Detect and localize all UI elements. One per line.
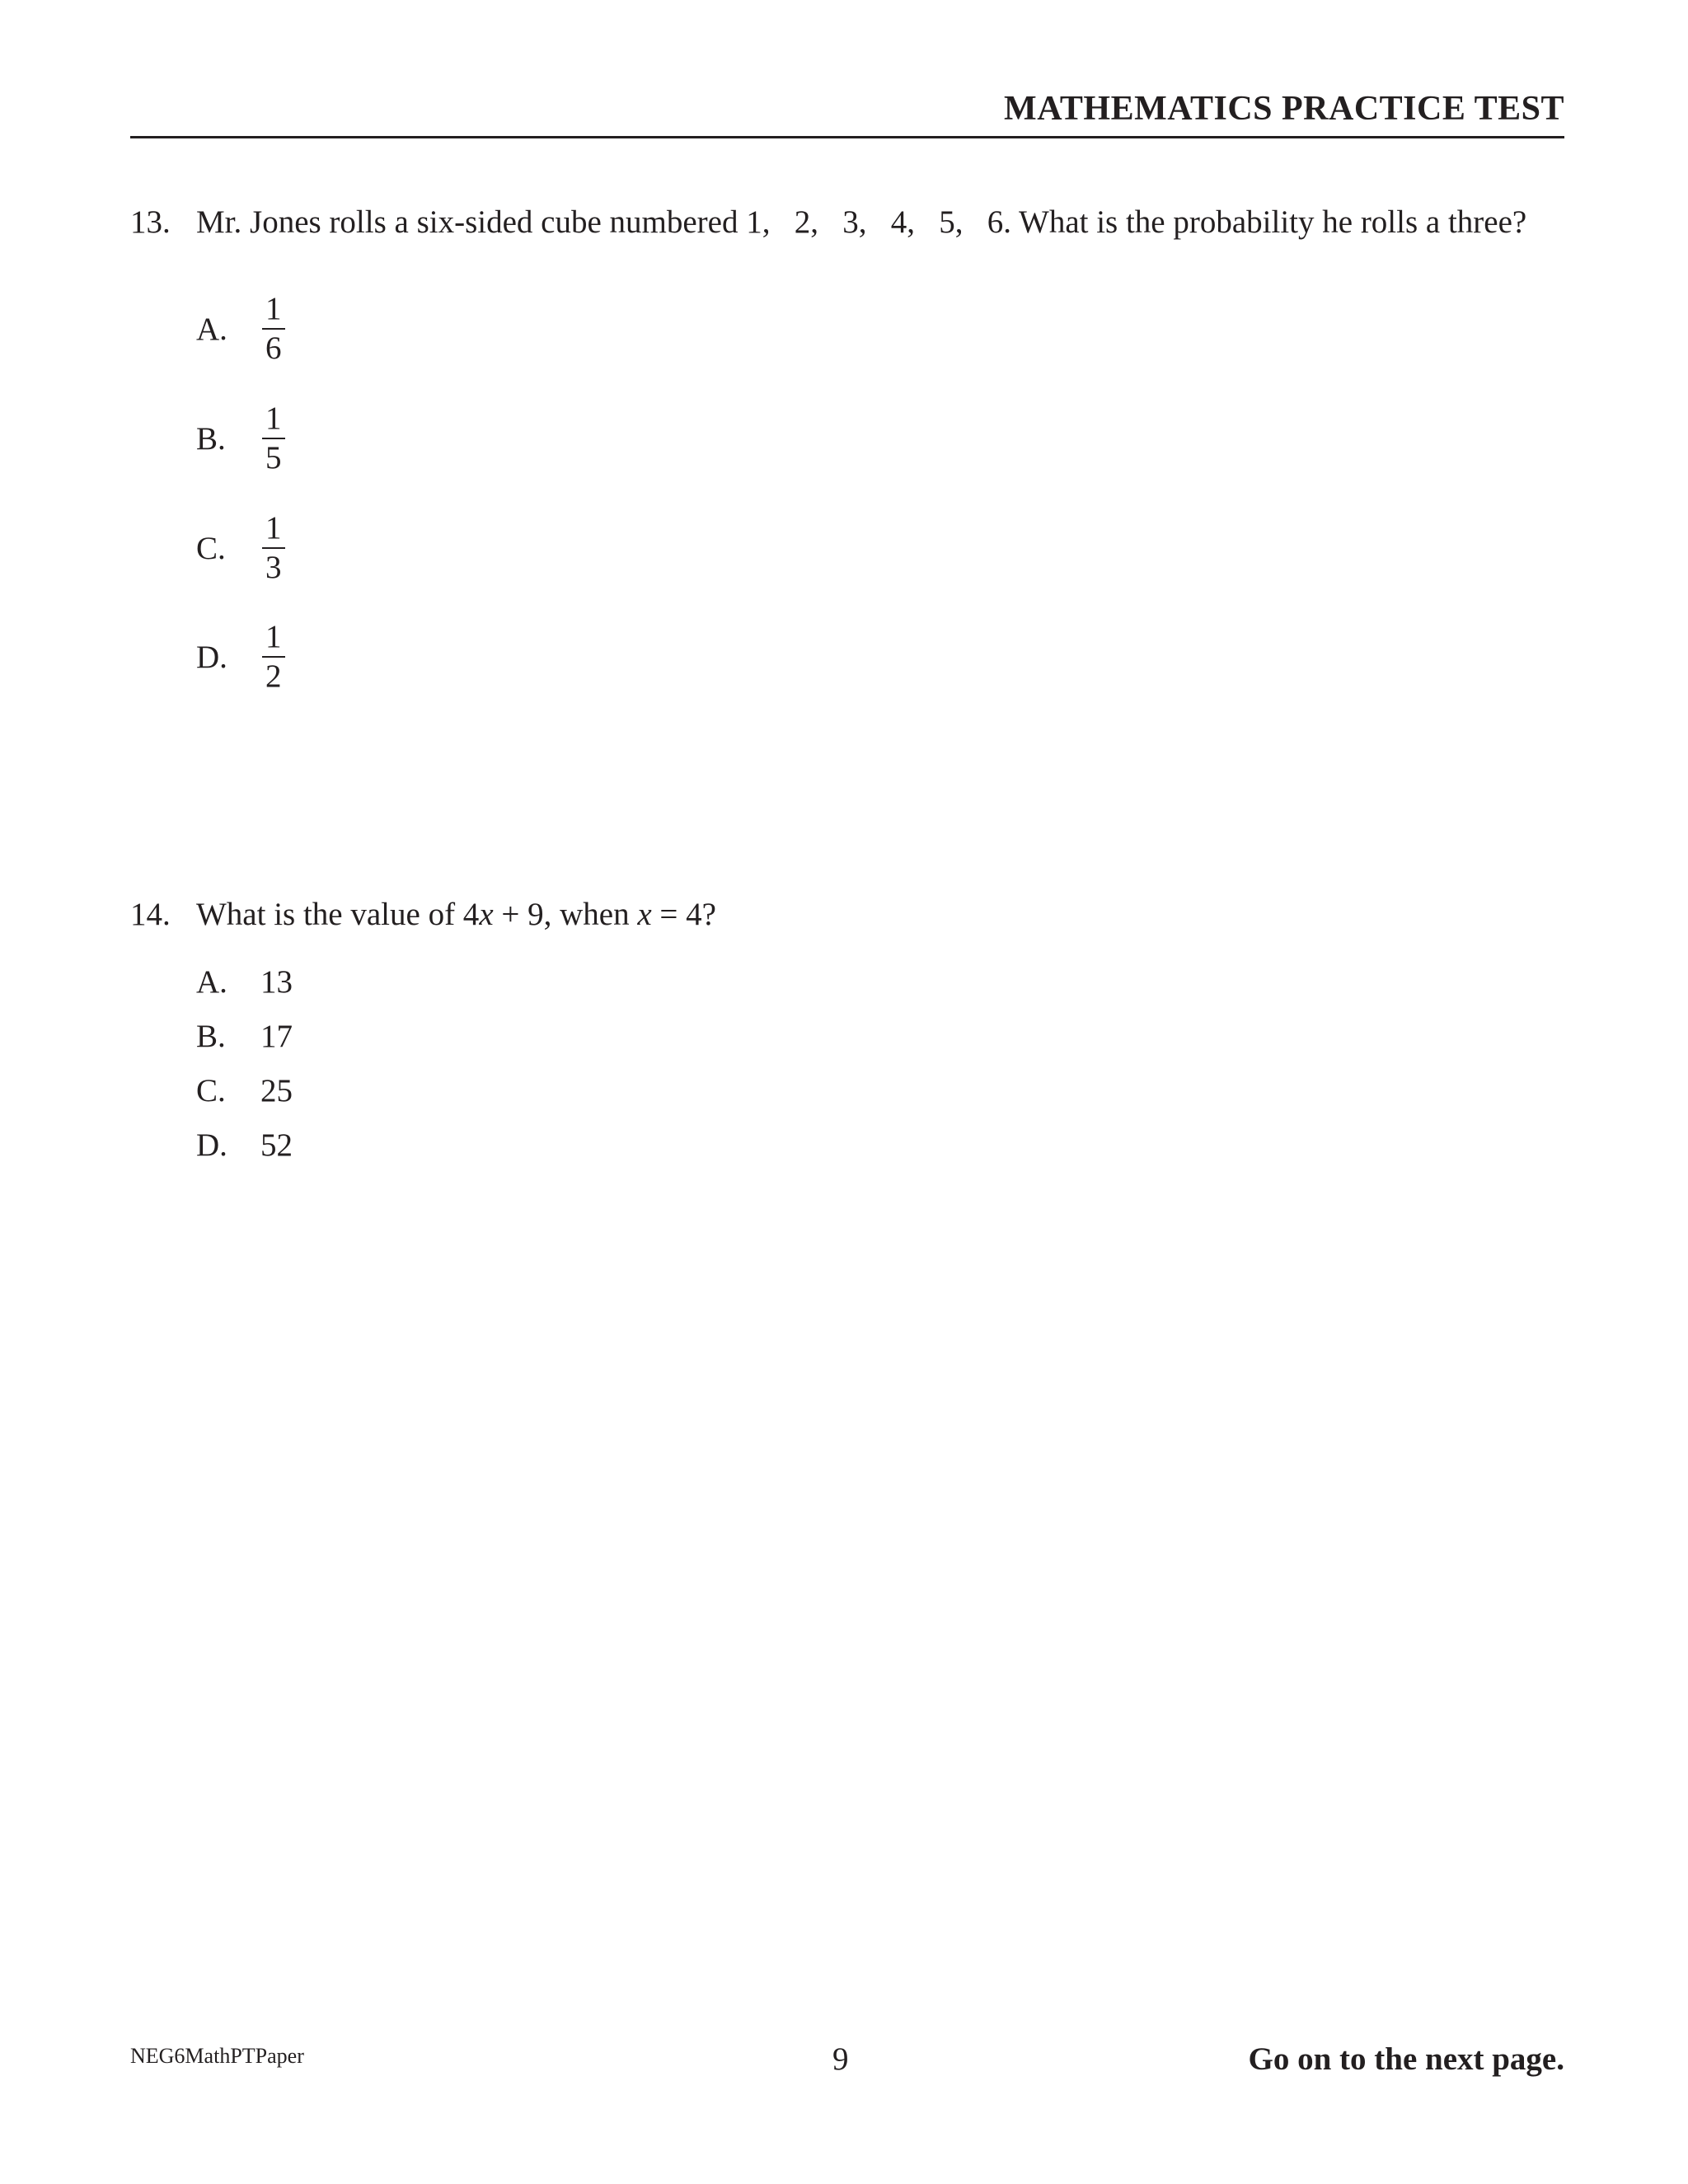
question-text-part: What is the value of 4 [196, 897, 480, 932]
choice-14-b[interactable] [196, 1019, 293, 1055]
choice-letter: A. [196, 964, 227, 1000]
fraction-denominator: 6 [265, 330, 282, 366]
choice-letter: C. [196, 1073, 226, 1108]
fraction-numerator: 1 [262, 620, 285, 658]
choice-13-c[interactable] [196, 511, 285, 585]
fraction [262, 401, 285, 476]
question-14 [130, 897, 1535, 933]
header-title: MATHEMATICS PRACTICE TEST [1004, 90, 1564, 128]
choice-value: 17 [260, 1019, 293, 1054]
fraction [262, 620, 285, 694]
question-number: 14. [130, 897, 171, 932]
choice-13-d[interactable] [196, 620, 285, 694]
fraction-denominator: 2 [265, 658, 282, 694]
choice-letter: B. [196, 1019, 226, 1054]
fraction-numerator: 1 [262, 511, 285, 549]
question-text: Mr. Jones rolls a six-sided cube numbered 1, 2, 3, 4, 5, 6. What is the probability he rolls a three? [196, 204, 1527, 240]
choice-letter: D. [196, 1127, 227, 1163]
header-rule [130, 136, 1564, 138]
question-text [196, 897, 1535, 933]
question-number: 13. [130, 204, 171, 240]
fraction-denominator: 3 [265, 550, 282, 585]
choice-value: 13 [260, 964, 293, 1000]
variable-x: x [637, 897, 652, 932]
choice-value: 52 [260, 1127, 293, 1163]
page-number: 9 [832, 2041, 849, 2077]
fraction [262, 292, 285, 366]
question-text-part: = 4? [651, 897, 716, 932]
choice-letter: A. [196, 311, 227, 347]
fraction-denominator: 5 [265, 440, 282, 476]
choice-13-a[interactable] [196, 292, 285, 366]
variable-x: x [479, 897, 494, 932]
question-13 [130, 204, 1535, 241]
fraction [262, 511, 285, 585]
fraction-numerator: 1 [262, 401, 285, 439]
choice-letter: D. [196, 639, 227, 675]
choice-14-a[interactable] [196, 964, 293, 1001]
footer-code: NEG6MathPTPaper [130, 2044, 304, 2068]
choice-13-b[interactable] [196, 401, 285, 476]
choice-letter: B. [196, 420, 226, 457]
choice-14-c[interactable] [196, 1073, 293, 1109]
next-page-notice: Go on to the next page. [1248, 2041, 1564, 2077]
choice-value: 25 [260, 1073, 293, 1108]
choice-letter: C. [196, 530, 226, 566]
choice-14-d[interactable] [196, 1127, 293, 1164]
fraction-numerator: 1 [262, 292, 285, 330]
question-text-part: + 9, when [493, 897, 638, 932]
